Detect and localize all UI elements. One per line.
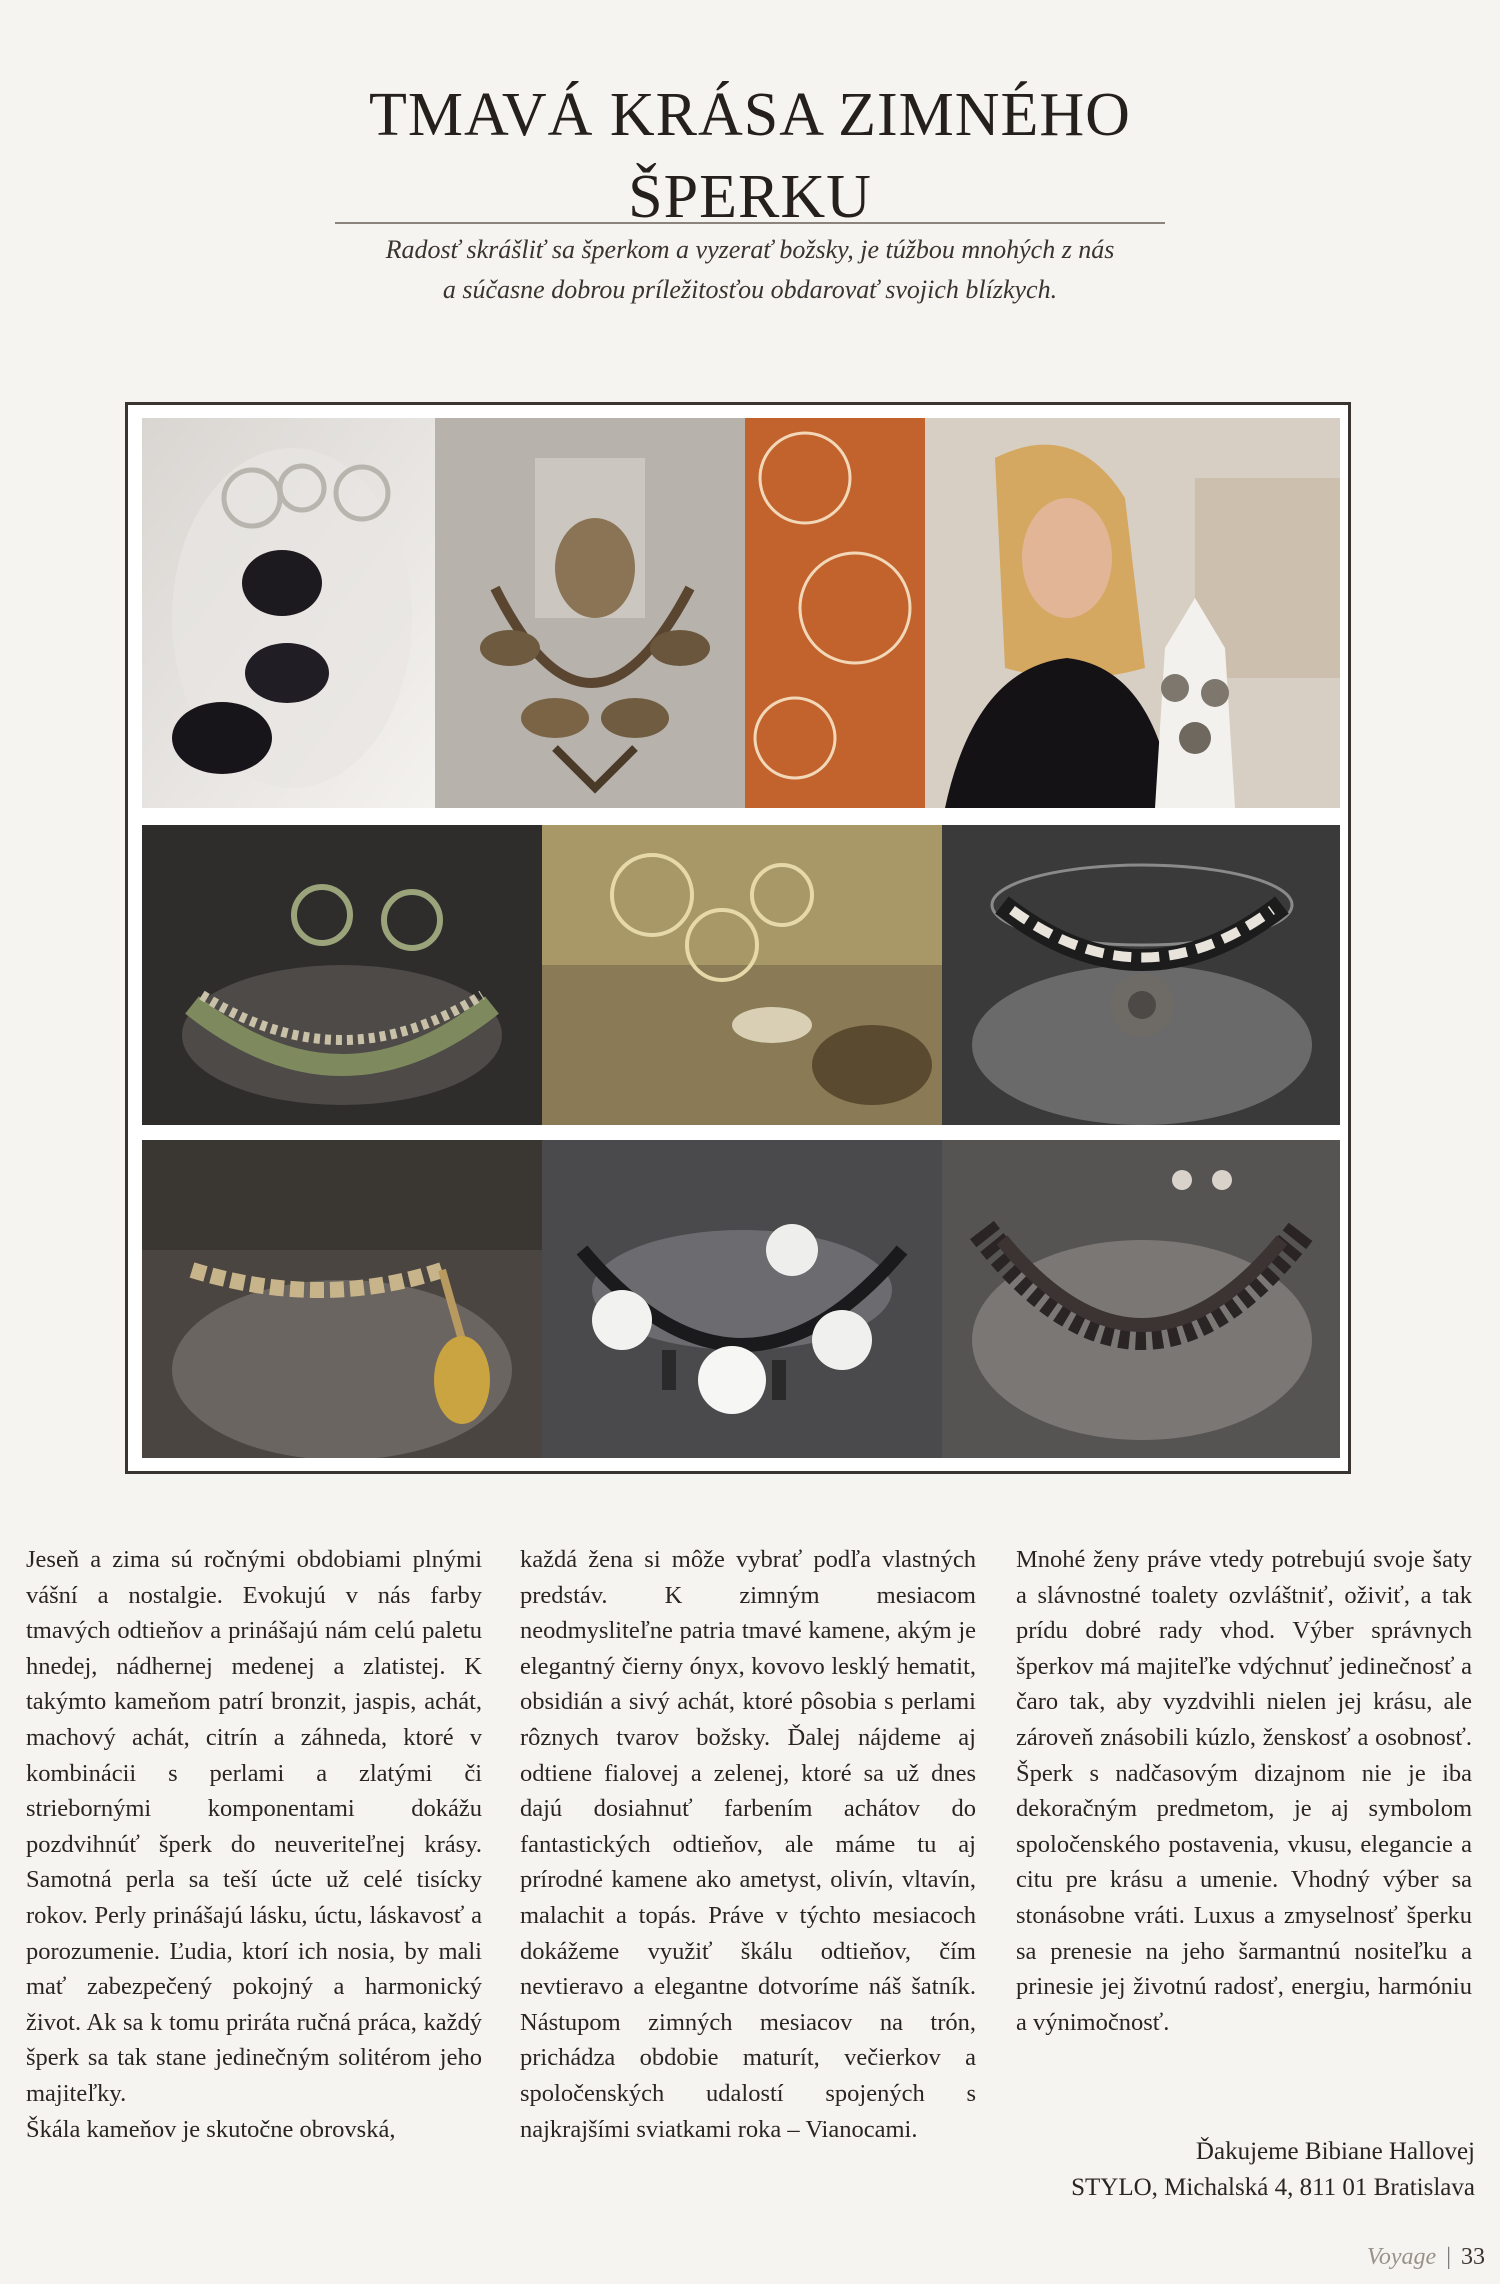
photo-white-beads-necklace xyxy=(542,1140,942,1458)
jewelry-photo-gallery xyxy=(125,402,1351,1474)
body-column-3 xyxy=(1016,1542,1472,2040)
photo-amber-shell-necklace xyxy=(142,1140,542,1458)
credit-line-2: STYLO, Michalská 4, 811 01 Bratislava xyxy=(1071,2174,1475,2201)
body-paragraph-2: Škála kameňov je skutočne obrovská, xyxy=(26,2115,396,2143)
body-paragraph-4: Mnohé ženy práve vtedy potrebujú svoje šaty a slávnostné toalety ozvláštniť, oživiť, a tak prídu dobré rady vhod. Výber správnych šperkov má majiteľke vdýchnuť jedinečnosť a čaro tak, aby vyzdvihli nielen jej krásu, ale zároveň znásobili kúzlo, ženskosť a osobnosť. Šperk s nadčasovým dizajnom nie je iba dekoračným predmetom, je aj symbolom spoločenského postavenia, vkusu, elegancie a citu pre krásu a umenie. Vhodný výber sa stonásobne vráti. Luxus a zmyselnosť šperku sa prenesie na jeho šarmantnú nositeľku a prinesie jej životnú radosť, energiu, harmóniu a výnimočnosť. xyxy=(1016,1546,1472,2036)
page-footer xyxy=(1250,2244,1485,2278)
title-line-1: TMAVÁ KRÁSA ZIMNÉHO xyxy=(369,80,1131,149)
body-paragraph-1: Jeseň a zima sú ročnými obdobiami plnými vášní a nostalgie. Evokujú v nás farby tmavých odtieňov a prinášajú nám celú paletu hnedej, nádhernej medenej a zlatistej. K takýmto kameňom patrí bronzit, jaspis, achát, machový achát, citrín a záhneda, ktoré v kombinácii s perlami a zlatými či striebornými komponentami dokážu pozdvihnúť šperk do neuveriteľnej krásy. Samotná perla sa teší úcte už celé tisícky rokov. Perly prinášajú lásku, úctu, láskavosť a porozumenie. Ľudia, ktorí ich nosia, by mali mať zabezpečený pokojný a harmonický život. Ak sa k tomu prirátа ručná práca, každý šperk sa tak stane jedinečným solitérom jeho majiteľky. xyxy=(26,1546,482,2107)
body-column-1 xyxy=(26,1542,482,2147)
article-title xyxy=(250,74,1250,238)
title-line-2: ŠPERKU xyxy=(628,162,872,231)
credit-line-1: Ďakujeme Bibiane Hallovej xyxy=(1195,2138,1475,2165)
photo-flower-pendant-collar xyxy=(942,825,1340,1125)
magazine-brand: Voyage xyxy=(1366,2244,1437,2270)
title-divider xyxy=(335,222,1165,224)
body-paragraph-3: každá žena si môže vybrať podľa vlastných predstáv. K zimným mesiacom neodmysliteľne patria tmavé kamene, akým je elegantný čierny ónyx, kovovo lesklý hematit, obsidián a sivý achát, ktoré pôsobia s perlami rôznych tvarov božsky. Ďalej nájdeme aj odtiene fialovej a zelenej, ktoré sa už dnes dajú dosiahnuť farbením achátov do fantastických odtieňov, ale máme tu aj prírodné kamene ako ametyst, olivín, vltavín, malachit a topás. Práve v týchto mesiacoch dokážeme využiť škálu odtieňov, čím nevtieravo a elegantne dotvoríme náš šatník. Nástupom zimných mesiacov na trón, prichádza obdobie maturít, večierkov a spoločenských udalostí spojených s najkrajšími sviatkami roka – Vianocami. xyxy=(520,1546,976,2143)
photo-shell-necklace xyxy=(435,418,745,808)
page-number: 33 xyxy=(1461,2244,1485,2270)
photo-silver-chain-black-stones xyxy=(142,418,435,808)
credit-block xyxy=(980,2134,1475,2206)
photo-woman-with-necklace xyxy=(745,418,1340,808)
footer-separator: | xyxy=(1446,2244,1451,2270)
lead-line-1: Radosť skrášliť sa šperkom a vyzerať božsky, je túžbou mnohých z nás xyxy=(385,235,1115,264)
photo-gold-ring-chain xyxy=(542,825,942,1125)
photo-dark-shard-necklace xyxy=(942,1140,1340,1458)
photo-green-pearl-set xyxy=(142,825,542,1125)
body-column-2 xyxy=(520,1542,976,2147)
lead-line-2: a súčasne dobrou príležitosťou obdarovať svojich blízkych. xyxy=(442,275,1058,304)
article-lead xyxy=(300,230,1200,310)
